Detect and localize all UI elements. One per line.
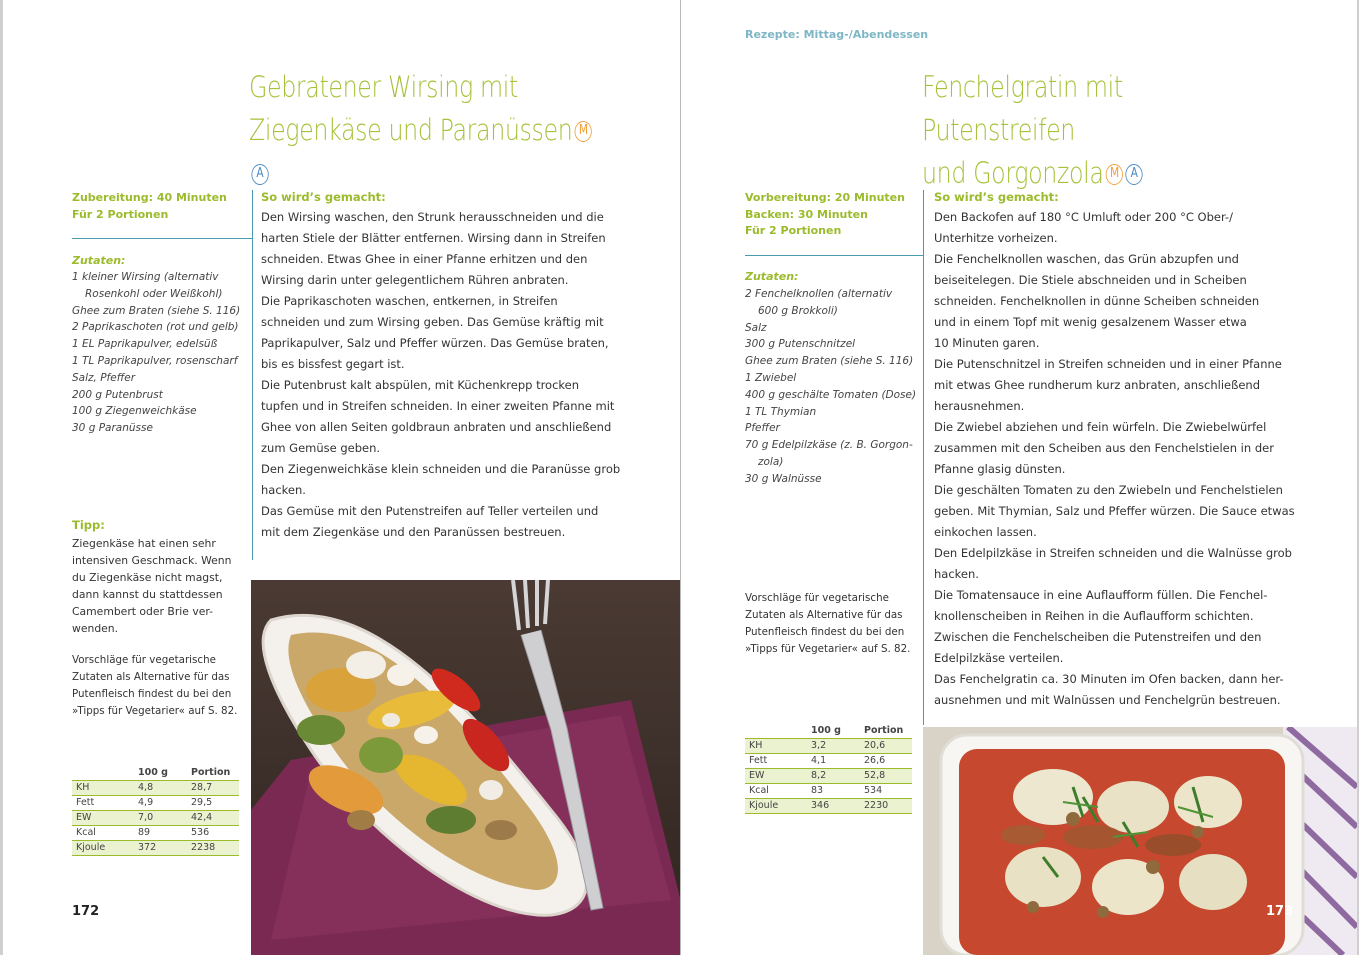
- nutrient-label: EW: [72, 810, 134, 825]
- table-row: [72, 810, 239, 825]
- nutrition-header: Portion: [864, 724, 904, 736]
- per-portion-value: 28,7: [187, 780, 239, 795]
- per-100g-value: 83: [807, 783, 860, 798]
- divider: [72, 238, 252, 239]
- per-100g-value: 346: [807, 798, 860, 813]
- per-100g-value: 4,9: [134, 795, 187, 810]
- step-line: Edelpilzkäse verteilen.: [934, 651, 1064, 665]
- nutrition-header: 100 g: [138, 766, 168, 778]
- column-rule: [923, 190, 924, 725]
- nutrition-table: [72, 765, 239, 856]
- nutrition-header: 100 g: [811, 724, 841, 736]
- step-line: zum Gemüse geben.: [261, 441, 381, 455]
- tip-heading: Tipp:: [72, 518, 105, 532]
- ingredient-item: Ghee zum Braten (siehe S. 116): [745, 355, 914, 368]
- per-100g-value: 3,2: [807, 738, 860, 753]
- per-portion-value: 29,5: [187, 795, 239, 810]
- instructions: [934, 207, 1334, 711]
- ingredient-item: 400 g geschälte Tomaten (Dose): [745, 388, 917, 401]
- tip-line: du Ziegenkäse nicht magst,: [72, 571, 223, 584]
- step-line: Den Backofen auf 180 °C Umluft oder 200 °C Ober-/: [934, 210, 1233, 224]
- step-line: schneiden. Etwas Ghee in einer Pfanne erhitzen und den: [261, 252, 588, 266]
- tip-text: [72, 535, 247, 637]
- step-line: Den Wirsing waschen, den Strunk herausschneiden und die: [261, 210, 604, 224]
- ingredient-list: [745, 286, 916, 488]
- nutrition-header-row: [745, 723, 912, 738]
- ingredient-item: 1 EL Paprikapulver, edelsüß: [72, 338, 218, 351]
- ingredient-item: 100 g Ziegenweichkäse: [72, 405, 197, 418]
- step-line: tupfen und in Streifen schneiden. In einer zweiten Pfanne mit: [261, 399, 615, 413]
- table-row: [72, 795, 239, 810]
- step-line: 10 Minuten garen.: [934, 336, 1040, 350]
- table-row: [745, 783, 912, 798]
- nutrition-header: [745, 723, 807, 738]
- step-line: mit etwas Ghee rundherum kurz anbraten, anschließend: [934, 378, 1261, 392]
- ingredients-heading: Zutaten:: [745, 270, 799, 283]
- ingredient-item: Salz: [745, 321, 767, 334]
- step-line: hacken.: [261, 483, 306, 497]
- instructions-heading: So wird’s gemacht:: [261, 190, 386, 204]
- dish-photo: [923, 727, 1357, 955]
- tip-line: Ziegenkäse hat einen sehr: [72, 537, 216, 550]
- step-line: Pfanne glasig dünsten.: [934, 462, 1066, 476]
- ingredient-item: 30 g Walnüsse: [745, 472, 822, 485]
- page-number: 172: [72, 904, 100, 919]
- step-line: Paprikapulver, Salz und Pfeffer würzen. Das Gemüse braten,: [261, 336, 609, 350]
- right-page: [680, 0, 1359, 955]
- title-line-2-text: Ziegenkäse und Paranüssen: [249, 113, 573, 147]
- nutrition-header-row: [72, 765, 239, 780]
- ingredient-item: Rosenkohl oder Weißkohl): [85, 287, 223, 300]
- step-line: Die Putenbrust kalt abspülen, mit Küchenkrepp trocken: [261, 378, 580, 392]
- step-line: Die Zwiebel abziehen und fein würfeln. Die Zwiebelwürfel: [934, 420, 1267, 434]
- instructions-heading: So wird’s gemacht:: [934, 190, 1059, 204]
- step-line: knollenscheiben in Reihen in die Auflaufform schichten.: [934, 609, 1254, 623]
- tip-line: wenden.: [72, 622, 119, 635]
- per-portion-value: 2238: [187, 840, 239, 855]
- note-line: Zutaten als Alternative für das: [745, 609, 903, 621]
- per-portion-value: 534: [860, 783, 912, 798]
- nutrient-label: Kjoule: [745, 798, 807, 813]
- nutrient-label: Kcal: [72, 825, 134, 840]
- table-row: [745, 768, 912, 783]
- step-line: Das Gemüse mit den Putenstreifen auf Teller verteilen und: [261, 504, 599, 518]
- step-line: Die geschälten Tomaten zu den Zwiebeln und Fenchelstielen: [934, 483, 1283, 497]
- step-line: Die Fenchelknollen waschen, das Grün abzupfen und: [934, 252, 1239, 266]
- nutrient-label: Fett: [745, 753, 807, 768]
- step-line: Zwischen die Fenchelscheiben die Putenstreifen und den: [934, 630, 1262, 644]
- note-line: Zutaten als Alternative für das: [72, 671, 230, 683]
- table-row: [72, 840, 239, 855]
- nutrient-label: EW: [745, 768, 807, 783]
- ingredient-item: 70 g Edelpilzkäse (z. B. Gorgon-: [745, 439, 913, 452]
- dish-photo: [251, 580, 683, 955]
- step-line: geben. Mit Thymian, Salz und Pfeffer würzen. Die Sauce etwas: [934, 504, 1295, 518]
- title-line-2: [249, 109, 602, 195]
- ingredient-item: 600 g Brokkoli): [758, 304, 838, 317]
- instructions: [261, 207, 631, 543]
- step-line: beiseitelegen. Die Stiele abschneiden und in Scheiben: [934, 273, 1247, 287]
- per-100g-value: 8,2: [807, 768, 860, 783]
- ingredient-item: 1 TL Paprikapulver, rosenscharf: [72, 354, 238, 367]
- step-line: Die Paprikaschoten waschen, entkernen, in Streifen: [261, 294, 558, 308]
- step-line: einkochen lassen.: [934, 525, 1037, 539]
- ingredient-item: Ghee zum Braten (siehe S. 116): [72, 304, 241, 317]
- table-row: [72, 825, 239, 840]
- bake-time: Backen: 30 Minuten: [745, 207, 868, 221]
- nutrient-label: Fett: [72, 795, 134, 810]
- title-line-2-text: und Gorgonzola: [922, 156, 1104, 190]
- ingredient-item: 200 g Putenbrust: [72, 388, 163, 401]
- ingredient-item: Salz, Pfeffer: [72, 371, 136, 384]
- step-line: Unterhitze vorheizen.: [934, 231, 1058, 245]
- ingredients-heading: Zutaten:: [72, 254, 126, 267]
- nutrient-label: Kjoule: [72, 840, 134, 855]
- per-100g-value: 4,8: [134, 780, 187, 795]
- dish-photo-illustration: [923, 727, 1357, 955]
- step-line: mit dem Ziegenkäse und den Paranüssen bestreuen.: [261, 525, 566, 539]
- running-head: Rezepte: Mittag-/Abendessen: [745, 28, 929, 41]
- ingredient-item: 30 g Paranüsse: [72, 422, 153, 435]
- title-line-1: Fenchelgratin mit Putenstreifen: [922, 70, 1123, 147]
- step-line: hacken.: [934, 567, 979, 581]
- per-portion-value: 52,8: [860, 768, 912, 783]
- nutrient-label: KH: [745, 738, 807, 753]
- page-number: 173: [1266, 904, 1294, 919]
- ingredient-item: 300 g Putenschnitzel: [745, 338, 856, 351]
- recipe-title: [922, 66, 1279, 195]
- vegetarian-note: [72, 652, 247, 720]
- prep-time: Vorbereitung: 20 Minuten: [745, 191, 905, 204]
- badge-a-icon: A: [251, 164, 268, 185]
- table-row: [745, 738, 912, 753]
- ingredient-item: 1 kleiner Wirsing (alternativ: [72, 271, 219, 283]
- ingredient-item: 1 TL Thymian: [745, 405, 817, 418]
- badge-m-icon: M: [1106, 164, 1123, 185]
- note-line: Putenfleisch findest du bei den: [745, 626, 905, 638]
- per-portion-value: 2230: [860, 798, 912, 813]
- note-line: »Tipps für Vegetarier« auf S. 82.: [745, 643, 911, 655]
- per-100g-value: 372: [134, 840, 187, 855]
- badge-m-icon: M: [575, 121, 592, 142]
- step-line: harten Stiele der Blätter entfernen. Wirsing dann in Streifen: [261, 231, 606, 245]
- per-100g-value: 89: [134, 825, 187, 840]
- vegetarian-note: [745, 590, 920, 658]
- step-line: Ghee von allen Seiten goldbraun anbraten und anschließend: [261, 420, 612, 434]
- note-line: Vorschläge für vegetarische: [745, 592, 889, 604]
- title-line-1: Gebratener Wirsing mit: [249, 70, 518, 104]
- per-portion-value: 42,4: [187, 810, 239, 825]
- tip-line: Camembert oder Brie ver-: [72, 605, 214, 618]
- step-line: Die Tomatensauce in eine Auflaufform füllen. Die Fenchel-: [934, 588, 1268, 602]
- step-line: herausnehmen.: [934, 399, 1025, 413]
- step-line: Wirsing darin unter gelegentlichem Rühren anbraten.: [261, 273, 569, 287]
- table-row: [72, 780, 239, 795]
- ingredient-item: 2 Paprikaschoten (rot und gelb): [72, 321, 239, 334]
- nutrition-header: Portion: [191, 766, 231, 778]
- step-line: und in einem Topf mit wenig gesalzenem Wasser etwa: [934, 315, 1247, 329]
- prep-time: Zubereitung: 40 Minuten: [72, 191, 227, 204]
- step-line: schneiden und zum Wirsing geben. Das Gemüse kräftig mit: [261, 315, 604, 329]
- step-line: Die Putenschnitzel in Streifen schneiden und in einer Pfanne: [934, 357, 1282, 371]
- step-line: zusammen mit den Scheiben aus den Fenchelstielen in der: [934, 441, 1274, 455]
- dish-photo-illustration: [251, 580, 683, 955]
- ingredient-item: Pfeffer: [745, 422, 780, 435]
- badge-a-icon: A: [1126, 164, 1143, 185]
- nutrient-label: KH: [72, 780, 134, 795]
- servings: Für 2 Portionen: [745, 224, 842, 237]
- prep-info: [72, 190, 227, 223]
- nutrition-table: [745, 723, 912, 814]
- per-portion-value: 536: [187, 825, 239, 840]
- per-100g-value: 4,1: [807, 753, 860, 768]
- step-line: schneiden. Fenchelknollen in dünne Scheiben schneiden: [934, 294, 1260, 308]
- step-line: ausnehmen und mit Walnüssen und Fenchelgrün bestreuen.: [934, 693, 1281, 707]
- note-line: Vorschläge für vegetarische: [72, 654, 216, 666]
- column-rule: [252, 190, 253, 560]
- tip-line: intensiven Geschmack. Wenn: [72, 554, 232, 567]
- per-portion-value: 26,6: [860, 753, 912, 768]
- per-100g-value: 7,0: [134, 810, 187, 825]
- table-row: [745, 798, 912, 813]
- title-line-2: [922, 152, 1279, 195]
- step-line: Den Edelpilzkäse in Streifen schneiden und die Walnüsse grob: [934, 546, 1292, 560]
- note-line: »Tipps für Vegetarier« auf S. 82.: [72, 705, 238, 717]
- step-line: Den Ziegenweichkäse klein schneiden und die Paranüsse grob: [261, 462, 621, 476]
- per-portion-value: 20,6: [860, 738, 912, 753]
- step-line: Das Fenchelgratin ca. 30 Minuten im Ofen backen, dann her-: [934, 672, 1284, 686]
- table-row: [745, 753, 912, 768]
- ingredient-item: 1 Zwiebel: [745, 371, 797, 384]
- note-line: Putenfleisch findest du bei den: [72, 688, 232, 700]
- tip-line: dann kannst du stattdessen: [72, 588, 223, 601]
- recipe-title: [249, 66, 602, 195]
- ingredient-item: zola): [758, 455, 784, 468]
- nutrient-label: Kcal: [745, 783, 807, 798]
- step-line: bis es bissfest gegart ist.: [261, 357, 405, 371]
- nutrition-header: [72, 765, 134, 780]
- servings: Für 2 Portionen: [72, 207, 169, 221]
- ingredient-item: 2 Fenchelknollen (alternativ: [745, 288, 893, 300]
- divider: [745, 255, 923, 256]
- ingredient-list: [72, 269, 240, 437]
- prep-info: [745, 190, 905, 240]
